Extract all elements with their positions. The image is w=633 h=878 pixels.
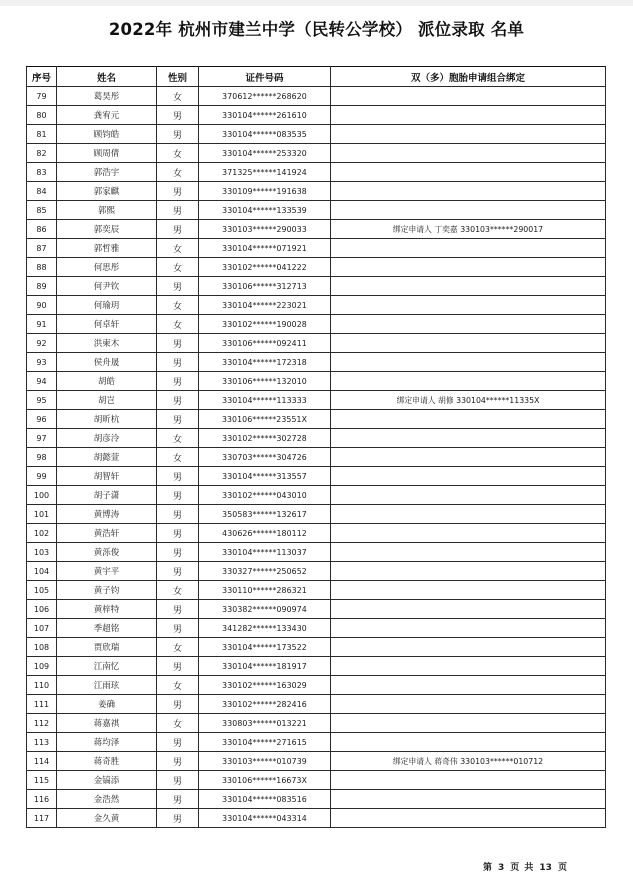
cell-name: 郭哲雅 — [57, 239, 157, 258]
cell-gender: 女 — [157, 676, 199, 695]
table-row — [27, 771, 606, 790]
cell-gender: 男 — [157, 543, 199, 562]
cell-serial-number: 101 — [27, 505, 57, 524]
cell-name: 江南忆 — [57, 657, 157, 676]
cell-name: 贾欣瑞 — [57, 638, 157, 657]
cell-id-number: 330110******286321 — [199, 581, 331, 600]
cell-serial-number: 83 — [27, 163, 57, 182]
cell-serial-number: 95 — [27, 391, 57, 410]
cell-gender: 女 — [157, 239, 199, 258]
cell-serial-number: 105 — [27, 581, 57, 600]
cell-name: 洪柬木 — [57, 334, 157, 353]
table-row — [27, 315, 606, 334]
cell-id-number: 330102******282416 — [199, 695, 331, 714]
top-edge-strip — [0, 0, 633, 6]
table-body — [27, 87, 606, 828]
cell-gender: 男 — [157, 391, 199, 410]
cell-gender: 男 — [157, 752, 199, 771]
cell-serial-number: 104 — [27, 562, 57, 581]
cell-name: 黄子钧 — [57, 581, 157, 600]
cell-twin-binding — [331, 543, 606, 562]
table-row — [27, 695, 606, 714]
page-mid: 页 共 — [510, 863, 534, 873]
cell-id-number: 330106******23551X — [199, 410, 331, 429]
cell-serial-number: 84 — [27, 182, 57, 201]
table-row — [27, 733, 606, 752]
cell-twin-binding — [331, 486, 606, 505]
cell-gender: 男 — [157, 505, 199, 524]
cell-id-number: 330106******312713 — [199, 277, 331, 296]
cell-name: 郭家麒 — [57, 182, 157, 201]
cell-name: 胡彦泠 — [57, 429, 157, 448]
cell-twin-binding: 绑定申请人 丁奕嘉 330103******290017 — [331, 220, 606, 239]
cell-twin-binding — [331, 448, 606, 467]
table-row — [27, 296, 606, 315]
cell-name: 胡皓 — [57, 372, 157, 391]
table-row — [27, 600, 606, 619]
table-row — [27, 486, 606, 505]
cell-id-number: 330382******090974 — [199, 600, 331, 619]
cell-id-number: 330104******083535 — [199, 125, 331, 144]
header-id-number: 证件号码 — [199, 67, 331, 87]
table-row — [27, 790, 606, 809]
cell-serial-number: 91 — [27, 315, 57, 334]
table-row — [27, 657, 606, 676]
cell-gender: 女 — [157, 581, 199, 600]
cell-id-number: 430626******180112 — [199, 524, 331, 543]
cell-name: 黄泺俊 — [57, 543, 157, 562]
cell-serial-number: 107 — [27, 619, 57, 638]
cell-id-number: 330104******113333 — [199, 391, 331, 410]
cell-twin-binding — [331, 163, 606, 182]
cell-name: 龚宥元 — [57, 106, 157, 125]
table-row — [27, 391, 606, 410]
cell-serial-number: 86 — [27, 220, 57, 239]
table-row — [27, 87, 606, 106]
page-title: 2022年 杭州市建兰中学（民转公学校） 派位录取 名单 — [108, 20, 525, 39]
cell-twin-binding — [331, 657, 606, 676]
cell-gender: 男 — [157, 201, 199, 220]
cell-name: 侯舟晟 — [57, 353, 157, 372]
cell-twin-binding — [331, 809, 606, 828]
cell-serial-number: 93 — [27, 353, 57, 372]
cell-twin-binding — [331, 315, 606, 334]
cell-gender: 女 — [157, 638, 199, 657]
cell-name: 胡智轩 — [57, 467, 157, 486]
cell-name: 郭浩宇 — [57, 163, 157, 182]
cell-gender: 女 — [157, 296, 199, 315]
table-row — [27, 239, 606, 258]
cell-gender: 男 — [157, 182, 199, 201]
cell-serial-number: 99 — [27, 467, 57, 486]
cell-id-number: 330104******071921 — [199, 239, 331, 258]
cell-serial-number: 89 — [27, 277, 57, 296]
cell-id-number: 330106******16673X — [199, 771, 331, 790]
cell-id-number: 330102******190028 — [199, 315, 331, 334]
cell-name: 胡懿萱 — [57, 448, 157, 467]
cell-serial-number: 117 — [27, 809, 57, 828]
cell-id-number: 330104******271615 — [199, 733, 331, 752]
table-row — [27, 410, 606, 429]
cell-name: 黄梓特 — [57, 600, 157, 619]
table-row — [27, 353, 606, 372]
cell-id-number: 330109******191638 — [199, 182, 331, 201]
cell-gender: 男 — [157, 657, 199, 676]
page-total: 13 — [539, 863, 552, 873]
cell-twin-binding — [331, 790, 606, 809]
cell-serial-number: 103 — [27, 543, 57, 562]
cell-id-number: 330703******304726 — [199, 448, 331, 467]
cell-twin-binding — [331, 106, 606, 125]
cell-serial-number: 90 — [27, 296, 57, 315]
cell-serial-number: 106 — [27, 600, 57, 619]
cell-twin-binding — [331, 334, 606, 353]
cell-twin-binding — [331, 144, 606, 163]
header-serial-number: 序号 — [27, 67, 57, 87]
cell-name: 金久黄 — [57, 809, 157, 828]
cell-twin-binding: 绑定申请人 胡修 330104******11335X — [331, 391, 606, 410]
cell-id-number: 330104******083516 — [199, 790, 331, 809]
cell-twin-binding — [331, 695, 606, 714]
page-suffix: 页 — [557, 863, 567, 873]
cell-id-number: 341282******133430 — [199, 619, 331, 638]
cell-gender: 男 — [157, 486, 199, 505]
cell-id-number: 371325******141924 — [199, 163, 331, 182]
cell-twin-binding — [331, 372, 606, 391]
cell-gender: 男 — [157, 733, 199, 752]
cell-name: 黄浩轩 — [57, 524, 157, 543]
table-row — [27, 619, 606, 638]
cell-gender: 男 — [157, 771, 199, 790]
cell-gender: 女 — [157, 429, 199, 448]
cell-twin-binding — [331, 296, 606, 315]
cell-serial-number: 102 — [27, 524, 57, 543]
cell-name: 姜确 — [57, 695, 157, 714]
cell-twin-binding — [331, 600, 606, 619]
table-row — [27, 258, 606, 277]
cell-id-number: 330106******132010 — [199, 372, 331, 391]
cell-name: 黄宇平 — [57, 562, 157, 581]
cell-twin-binding — [331, 562, 606, 581]
cell-twin-binding — [331, 771, 606, 790]
cell-twin-binding — [331, 524, 606, 543]
table-row — [27, 163, 606, 182]
table-row — [27, 752, 606, 771]
table-row — [27, 467, 606, 486]
cell-gender: 男 — [157, 695, 199, 714]
cell-serial-number: 112 — [27, 714, 57, 733]
cell-serial-number: 98 — [27, 448, 57, 467]
table-row — [27, 220, 606, 239]
cell-name: 胡岂 — [57, 391, 157, 410]
table-row — [27, 144, 606, 163]
cell-serial-number: 82 — [27, 144, 57, 163]
cell-gender: 男 — [157, 600, 199, 619]
cell-gender: 男 — [157, 125, 199, 144]
cell-gender: 女 — [157, 87, 199, 106]
table-row — [27, 182, 606, 201]
cell-id-number: 330102******041222 — [199, 258, 331, 277]
cell-twin-binding — [331, 182, 606, 201]
cell-name: 何卓轩 — [57, 315, 157, 334]
cell-serial-number: 80 — [27, 106, 57, 125]
cell-id-number: 330104******223021 — [199, 296, 331, 315]
cell-name: 蒋奇胜 — [57, 752, 157, 771]
cell-gender: 男 — [157, 467, 199, 486]
cell-name: 郭熙 — [57, 201, 157, 220]
cell-id-number: 330104******253320 — [199, 144, 331, 163]
table-row — [27, 277, 606, 296]
table-row — [27, 524, 606, 543]
cell-gender: 男 — [157, 353, 199, 372]
page-indicator — [483, 860, 573, 873]
table-row — [27, 505, 606, 524]
header-twin-binding: 双（多）胞胎申请组合绑定 — [331, 67, 606, 87]
cell-serial-number: 88 — [27, 258, 57, 277]
cell-id-number: 330327******250652 — [199, 562, 331, 581]
cell-id-number: 330104******313557 — [199, 467, 331, 486]
cell-twin-binding — [331, 714, 606, 733]
cell-serial-number: 94 — [27, 372, 57, 391]
cell-gender: 男 — [157, 410, 199, 429]
cell-id-number: 330103******010739 — [199, 752, 331, 771]
cell-twin-binding — [331, 125, 606, 144]
cell-twin-binding — [331, 277, 606, 296]
table-row — [27, 638, 606, 657]
cell-twin-binding — [331, 505, 606, 524]
cell-twin-binding — [331, 676, 606, 695]
cell-gender: 女 — [157, 258, 199, 277]
table-row — [27, 676, 606, 695]
cell-serial-number: 81 — [27, 125, 57, 144]
cell-id-number: 330104******173522 — [199, 638, 331, 657]
cell-twin-binding: 绑定申请人 蒋奇伟 330103******010712 — [331, 752, 606, 771]
cell-twin-binding — [331, 258, 606, 277]
cell-gender: 女 — [157, 315, 199, 334]
cell-serial-number: 111 — [27, 695, 57, 714]
table-row — [27, 334, 606, 353]
cell-gender: 男 — [157, 334, 199, 353]
table-row — [27, 429, 606, 448]
cell-name: 蒋均泽 — [57, 733, 157, 752]
cell-name: 金浩然 — [57, 790, 157, 809]
cell-serial-number: 92 — [27, 334, 57, 353]
cell-name: 胡昕杭 — [57, 410, 157, 429]
cell-serial-number: 85 — [27, 201, 57, 220]
cell-id-number: 330103******290033 — [199, 220, 331, 239]
cell-id-number: 330104******133539 — [199, 201, 331, 220]
cell-twin-binding — [331, 733, 606, 752]
cell-id-number: 330104******181917 — [199, 657, 331, 676]
cell-serial-number: 113 — [27, 733, 57, 752]
table-row — [27, 581, 606, 600]
cell-gender: 男 — [157, 372, 199, 391]
cell-twin-binding — [331, 410, 606, 429]
cell-gender: 男 — [157, 809, 199, 828]
cell-serial-number: 109 — [27, 657, 57, 676]
cell-gender: 女 — [157, 714, 199, 733]
cell-name: 金镐添 — [57, 771, 157, 790]
cell-gender: 男 — [157, 524, 199, 543]
cell-id-number: 330104******043314 — [199, 809, 331, 828]
cell-id-number: 370612******268620 — [199, 87, 331, 106]
cell-gender: 男 — [157, 619, 199, 638]
cell-serial-number: 108 — [27, 638, 57, 657]
table-row — [27, 543, 606, 562]
cell-name: 顾钧皓 — [57, 125, 157, 144]
cell-gender: 女 — [157, 144, 199, 163]
cell-serial-number: 97 — [27, 429, 57, 448]
cell-name: 郭奕辰 — [57, 220, 157, 239]
page-prefix: 第 — [483, 863, 493, 873]
cell-id-number: 330104******261610 — [199, 106, 331, 125]
cell-gender: 女 — [157, 163, 199, 182]
cell-twin-binding — [331, 353, 606, 372]
page-current: 3 — [498, 863, 505, 873]
cell-twin-binding — [331, 467, 606, 486]
cell-name: 蒋嘉祺 — [57, 714, 157, 733]
table-row — [27, 448, 606, 467]
cell-twin-binding — [331, 201, 606, 220]
cell-gender: 男 — [157, 790, 199, 809]
cell-serial-number: 115 — [27, 771, 57, 790]
cell-name: 葛昊彤 — [57, 87, 157, 106]
header-name: 姓名 — [57, 67, 157, 87]
cell-id-number: 350583******132617 — [199, 505, 331, 524]
cell-serial-number: 116 — [27, 790, 57, 809]
cell-name: 胡子潇 — [57, 486, 157, 505]
cell-twin-binding — [331, 87, 606, 106]
cell-id-number: 330106******092411 — [199, 334, 331, 353]
cell-serial-number: 79 — [27, 87, 57, 106]
cell-id-number: 330803******013221 — [199, 714, 331, 733]
cell-gender: 男 — [157, 106, 199, 125]
cell-name: 顾周倩 — [57, 144, 157, 163]
cell-serial-number: 96 — [27, 410, 57, 429]
admission-roster-table — [26, 66, 606, 828]
table-header-row — [27, 67, 606, 87]
table-row — [27, 562, 606, 581]
cell-name: 何瑜玥 — [57, 296, 157, 315]
cell-name: 黄博涛 — [57, 505, 157, 524]
table-row — [27, 809, 606, 828]
cell-gender: 男 — [157, 220, 199, 239]
table-row — [27, 201, 606, 220]
cell-id-number: 330102******163029 — [199, 676, 331, 695]
cell-name: 季超铭 — [57, 619, 157, 638]
cell-id-number: 330102******302728 — [199, 429, 331, 448]
cell-serial-number: 100 — [27, 486, 57, 505]
cell-gender: 女 — [157, 448, 199, 467]
cell-name: 江雨玹 — [57, 676, 157, 695]
cell-twin-binding — [331, 619, 606, 638]
cell-name: 何思彤 — [57, 258, 157, 277]
table-row — [27, 106, 606, 125]
cell-id-number: 330104******172318 — [199, 353, 331, 372]
cell-gender: 男 — [157, 277, 199, 296]
cell-serial-number: 114 — [27, 752, 57, 771]
cell-gender: 男 — [157, 562, 199, 581]
table-row — [27, 125, 606, 144]
table-row — [27, 372, 606, 391]
cell-name: 何尹钦 — [57, 277, 157, 296]
cell-serial-number: 87 — [27, 239, 57, 258]
cell-id-number: 330104******113037 — [199, 543, 331, 562]
cell-twin-binding — [331, 581, 606, 600]
cell-twin-binding — [331, 429, 606, 448]
cell-twin-binding — [331, 239, 606, 258]
cell-id-number: 330102******043010 — [199, 486, 331, 505]
header-gender: 性别 — [157, 67, 199, 87]
table-row — [27, 714, 606, 733]
cell-twin-binding — [331, 638, 606, 657]
cell-serial-number: 110 — [27, 676, 57, 695]
